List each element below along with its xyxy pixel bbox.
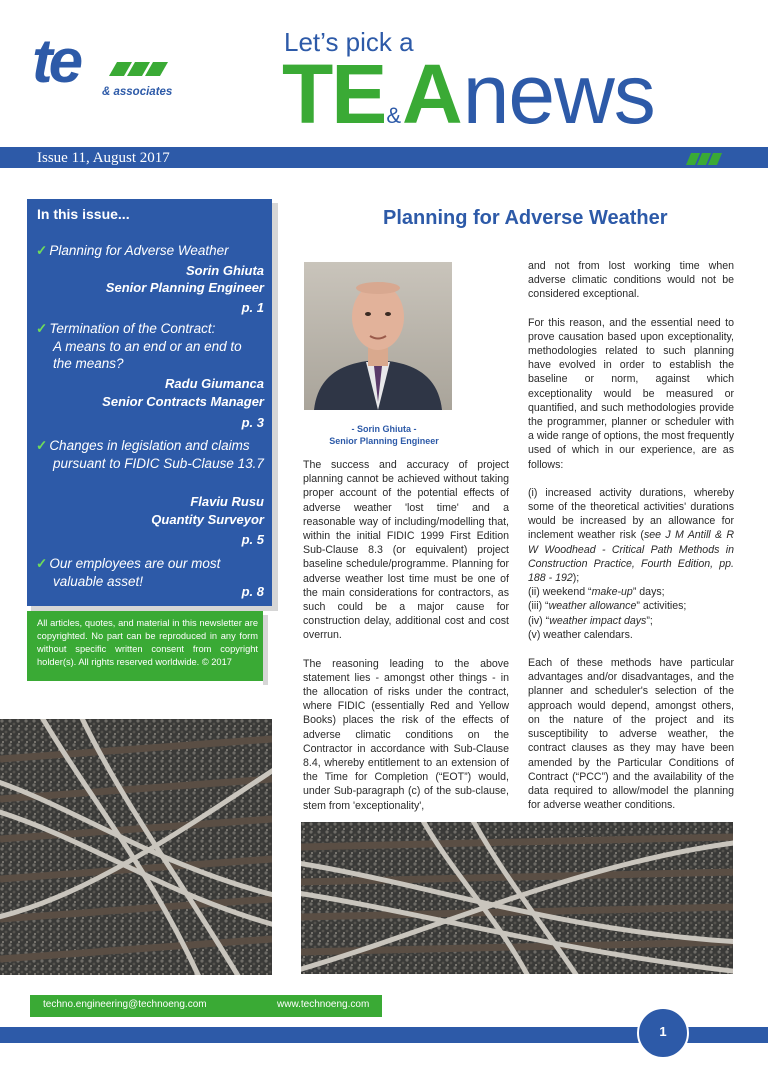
checkmark-icon: ✓ xyxy=(36,438,48,453)
email-link[interactable]: techno.engineering@technoeng.com xyxy=(43,999,207,1010)
toc-author-role: Quantity Surveyor xyxy=(151,512,264,527)
brand-te: TE xyxy=(282,47,386,141)
paragraph: The reasoning leading to the above statement lies - amongst other things - in the allocation of risks under the contract, where FIDIC (essentially Red and Yellow Books) places the risk of the effects of adverse climatic conditions on the Contractor in accordance with Sub-Clause 8.4, whereby entitlement to an extension of the Time for Completion (“EOT”) would, under Sub-paragraph (c) of the sub-clause, stem from 'exceptionality', xyxy=(303,657,509,812)
tagline: Let’s pick a xyxy=(284,27,414,57)
checkmark-icon: ✓ xyxy=(36,556,48,571)
toc-page-number[interactable]: p. 8 xyxy=(241,584,264,599)
website-link[interactable]: www.technoeng.com xyxy=(277,999,370,1010)
company-logo xyxy=(32,32,202,102)
toc-item-3[interactable] xyxy=(36,437,250,455)
checkmark-icon: ✓ xyxy=(36,321,48,336)
toc-page-number[interactable]: p. 5 xyxy=(241,532,264,547)
toc-item-title: A means to an end or an end to xyxy=(53,339,242,354)
paragraph: Each of these methods have particular advantages and/or disadvantages, and the planner and scheduler's selection of the approach would depend, amongst others, on the nature of the project and its susceptibility to adverse weather, the contract clauses as they may have been amended by the Particular Conditions of Contract (“PCC”) and the availability of the data required to allow/model the planning for adverse weather conditions. xyxy=(528,657,734,812)
toc-item-title: the means? xyxy=(53,356,124,371)
toc-title: In this issue... xyxy=(37,206,130,222)
newsletter-brand xyxy=(282,47,655,141)
logo-text: te xyxy=(32,32,80,96)
toc-item-title: Our employees are our most xyxy=(49,556,221,571)
caption-name: - Sorin Ghiuta - xyxy=(351,424,417,434)
toc-author: Flaviu Rusu xyxy=(190,494,264,509)
toc-item-4[interactable] xyxy=(36,555,220,573)
issue-label: Issue 11, August 2017 xyxy=(37,150,170,166)
sidebar-shadow xyxy=(272,203,278,606)
toc-page-number[interactable]: p. 3 xyxy=(241,415,264,430)
paragraph: For this reason, and the essential need to prove causation based upon exceptionality, methodologies related to such planning have evolved in order to establish the baseline or norm, against which exceptionality would be measured or quantified, and such methodologies provide the programmer, planner or scheduler with a wide range of options, the most frequently used of which in our experience, are as follows: xyxy=(528,316,734,471)
article-column-1 xyxy=(303,458,509,827)
toc-item-title: Planning for Adverse Weather xyxy=(49,243,229,258)
photo-caption xyxy=(304,423,464,447)
toc-author-role: Senior Planning Engineer xyxy=(105,280,264,295)
toc-author-role: Senior Contracts Manager xyxy=(102,394,264,409)
brand-amp: & xyxy=(386,103,402,128)
railway-tracks-image xyxy=(0,719,272,975)
paragraph: and not from lost working time when adverse climatic conditions would not be considered exceptional. xyxy=(528,260,734,301)
list-item: (i) increased activity durations, whereby some of the theoretical activities' durations would be increased by an allowance for inclement weather risk (see J M Antill & R W Woodhead - Critical Path Methods in Construction Practice, Fourth Edition, pp. 188 - 192); xyxy=(528,486,734,585)
railway-tracks-image xyxy=(301,822,733,974)
logo-subtext: & associates xyxy=(102,86,173,98)
author-photo xyxy=(304,262,452,410)
paragraph: The success and accuracy of project planning cannot be achieved without taking proper account of the potential effects of adverse weather 'lost time' and a reasonable way of including/modelling that, within the initial FIDIC 1999 First Edition Sub-Clause 8.3 (or equivalent) project baseline schedule/programme. Planning for adverse weather lost time must be one of the main considerations for contractors, as such could be a major cause for construction delay, additional cost and cost overrun. xyxy=(303,459,509,642)
copyright-shadow xyxy=(263,615,268,685)
toc-author: Radu Giumanca xyxy=(165,376,264,391)
page-number: 1 xyxy=(659,1024,667,1039)
brand-news: news xyxy=(462,47,655,141)
list-item: (ii) weekend “make-up” days; xyxy=(528,586,665,599)
list-item: (iii) “weather allowance” activities; xyxy=(528,600,687,613)
toc-item-title: Termination of the Contract: xyxy=(49,321,216,336)
checkmark-icon: ✓ xyxy=(36,243,48,258)
article-column-2 xyxy=(528,259,734,826)
copyright-notice: All articles, quotes, and material in this newsletter are copyrighted. No part can be reproduced in any form without specific written consent from copyright holder(s). All rights reserved worldwide. © 2017 xyxy=(37,618,258,667)
toc-item-title: Changes in legislation and claims xyxy=(49,438,250,453)
toc-page-number[interactable]: p. 1 xyxy=(241,300,264,315)
list-item: (iv) “weather impact days”; xyxy=(528,614,653,627)
article-title: Planning for Adverse Weather xyxy=(383,207,668,229)
list-item: (v) weather calendars. xyxy=(528,628,633,641)
method-list xyxy=(528,486,734,642)
toc-item-title: pursuant to FIDIC Sub-Clause 13.7 xyxy=(53,456,264,471)
stripes-icon xyxy=(683,152,723,166)
toc-item-1[interactable] xyxy=(36,242,229,260)
toc-author: Sorin Ghiuta xyxy=(186,263,264,278)
toc-item-2[interactable] xyxy=(36,320,215,338)
toc-item-title: valuable asset! xyxy=(53,574,144,589)
brand-a: A xyxy=(402,47,463,141)
caption-role: Senior Planning Engineer xyxy=(329,436,439,446)
